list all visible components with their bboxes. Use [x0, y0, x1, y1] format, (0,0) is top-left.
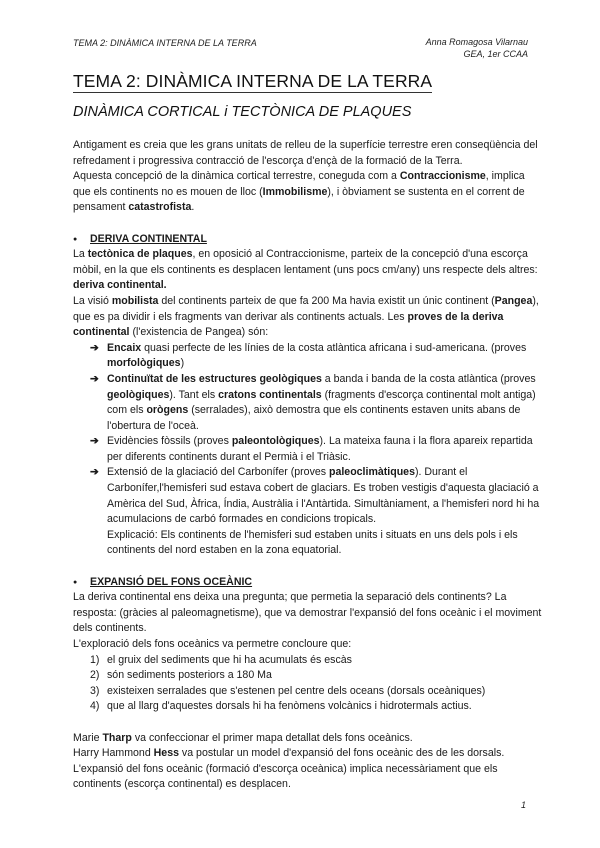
expansio-paragraph-5: L'expansió del fons oceànic (formació d'escorça oceànica) implica necessàriament que els continents (escorça continental) es desplacen.: [73, 762, 498, 791]
header-course: GEA, 1er CCAA: [463, 49, 528, 59]
arrow-icon: ➔: [90, 435, 99, 448]
conclusions-list: [73, 653, 543, 715]
list-item: 3) existeixen serralades que s'estenen pel centre dels oceans (dorsals oceàniques): [90, 684, 486, 697]
arrow-icon: ➔: [90, 372, 99, 385]
expansio-paragraph-2: L'exploració dels fons oceànics va permetre concloure que:: [73, 638, 352, 650]
list-item: 1) el gruix del sediments que hi ha acumulats és escàs: [90, 653, 352, 666]
list-item: 2) són sediments posteriors a 180 Ma: [90, 669, 272, 682]
page-number: 1: [520, 800, 526, 810]
document-body: [73, 138, 543, 793]
proofs-list: [73, 341, 543, 559]
header-right: [426, 36, 528, 60]
list-item: ➔ Evidències fòssils (proves paleontològiques). La mateixa fauna i la flora apareix repartida per diferents continents durant el Permià i el Triàsic.: [90, 435, 533, 463]
arrow-icon: ➔: [90, 466, 99, 479]
list-item: ➔ Continuïtat de les estructures geològiques a banda i banda de la costa atlàntica (proves geològiques). Tant els cratons continentals (fragments d'escorça continental molt antiga) com els orògens (serralades), això demostra que els continents estaven units abans de l'obertura de l'oceà.: [90, 372, 536, 432]
expansio-paragraph-1: La deriva continental ens deixa una pregunta; que permetia la separació dels continents? La resposta: (gràcies al paleomagnetisme), que va demostrar l'expansió del fons oceànic i el moviment dels continents.: [73, 591, 542, 635]
list-item: ➔ Encaix quasi perfecte de les línies de la costa atlàntica africana i sud-americana. (proves morfològiques): [90, 341, 527, 370]
intro-paragraph-1: Antigament es creia que les grans unitats de relleu de la superfície terrestre eren conseqüència del refredament i progressiva contracció de l'escorça d'ençà de la formació de la Terra.: [73, 139, 538, 167]
arrow-icon: ➔: [90, 341, 99, 354]
expansio-paragraph-3: Marie Tharp va confeccionar el primer mapa detallat dels fons oceànics.: [73, 731, 413, 744]
intro-paragraph-2: Aquesta concepció de la dinàmica cortical terrestre, coneguda com a Contraccionisme, implica que els continents no es mouen de lloc (Immobilisme), i òbviament se sustenta en el corrent de pensament catastrofista.: [73, 170, 525, 214]
deriva-paragraph-2: La visió mobilista del continents parteix de que fa 200 Ma havia existit un únic continent (Pangea), que es pa dividir i els fragments van derivar als continents actuals. Les proves de la deriva continental (l'existencia de Pangea) són:: [73, 294, 539, 339]
page-title: TEMA 2: DINÀMICA INTERNA DE LA TERRA: [73, 71, 433, 91]
page-subtitle: DINÀMICA CORTICAL i TECTÒNICA DE PLAQUES: [73, 104, 412, 120]
section-heading-deriva: ● DERIVA CONTINENTAL: [90, 232, 543, 248]
list-item: 4) que al llarg d'aquestes dorsals hi ha fenòmens volcànics i hidrotermals actius.: [90, 700, 472, 713]
header-author: Anna Romagosa Vilarnau: [425, 37, 528, 47]
list-item: ➔ Extensió de la glaciació del Carbonífer (proves paleoclimàtiques). Durant el Carbonífer,l'hemisferi sud estava cobert de glaciars. Es troben vestigis d'aquesta glaciació a Amèrica del Sud, Àfrica, Índia, Austràlia i l'Antàrtida. Simultàniament, a l'hemisferi nord hi ha acumulacions de carbó formades en condicions tropicals. Explicació: Els continents de l'hemisferi sud estaben units i situats en uns dels pols i els continents del nord estaben en la zona equatorial.: [90, 466, 540, 557]
section-heading-expansio: ● EXPANSIÓ DEL FONS OCEÀNIC: [90, 575, 543, 591]
deriva-paragraph-1: La tectònica de plaques, en oposició al Contraccionisme, parteix de la concepció d'una escorça mòbil, en la que els continents es desplacen lentament (uns pocs cm/any) uns respecte dels altres: deriva continental.: [73, 248, 538, 292]
header-left: TEMA 2: DINÀMICA INTERNA DE LA TERRA: [73, 38, 257, 48]
expansio-paragraph-4: Harry Hammond Hess va postular un model d'expansió del fons oceànic des de les dorsals.: [73, 747, 505, 760]
